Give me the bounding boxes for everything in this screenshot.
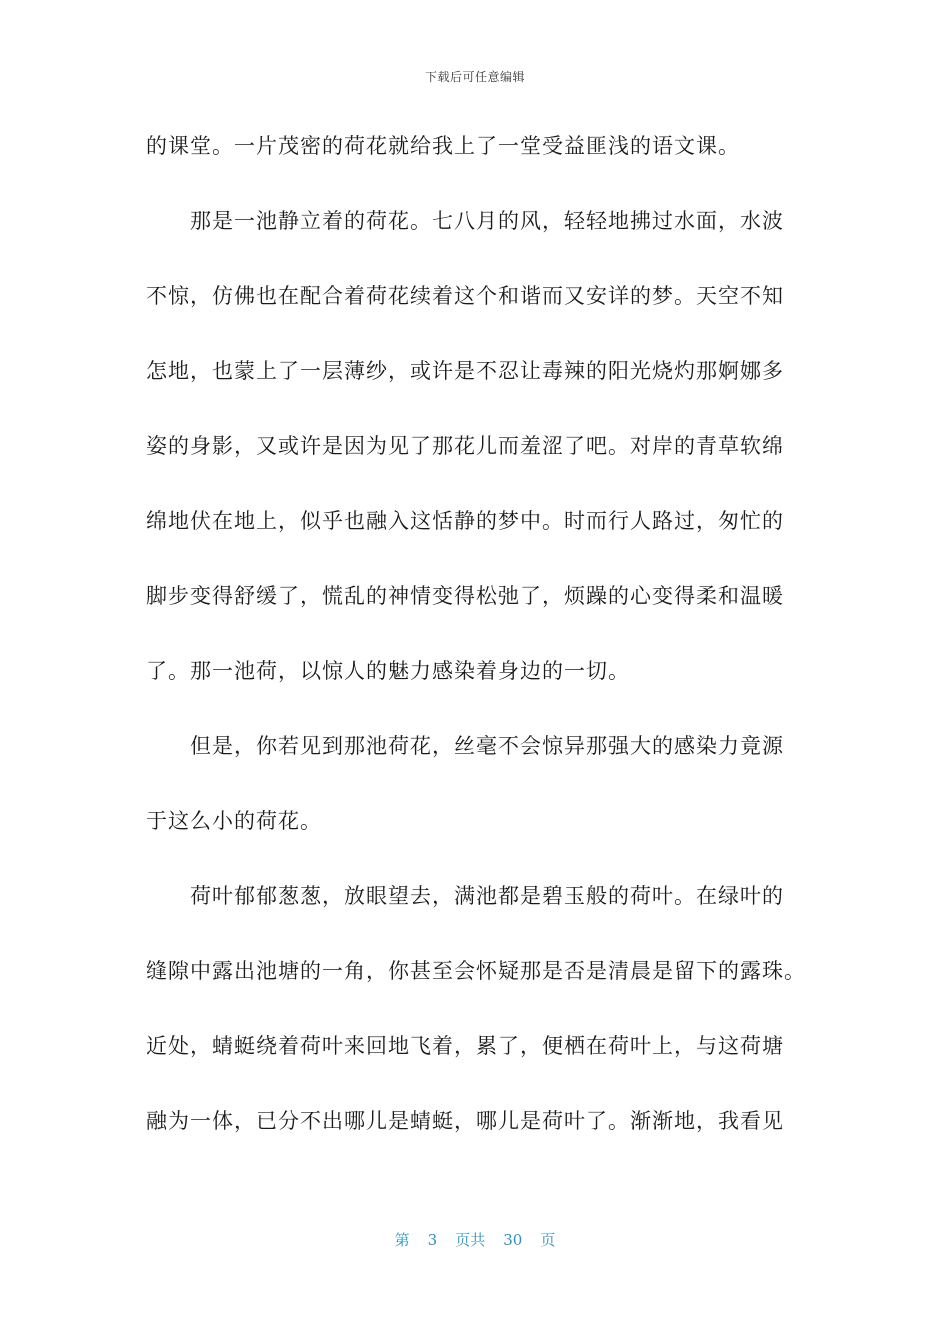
paragraph-line: 脚步变得舒缓了，慌乱的神情变得松弛了，烦躁的心变得柔和温暖	[146, 584, 784, 608]
paragraph-line: 融为一体，已分不出哪儿是蜻蜓，哪儿是荷叶了。渐渐地，我看见	[146, 1109, 784, 1133]
document-body	[146, 130, 816, 1180]
paragraph-line: 近处，蜻蜓绕着荷叶来回地飞着，累了，便栖在荷叶上，与这荷塘	[146, 1034, 784, 1058]
paragraph-line: 了。那一池荷，以惊人的魅力感染着身边的一切。	[146, 659, 630, 683]
total-pages-number: 30	[503, 1231, 523, 1249]
page-footer	[0, 1229, 950, 1250]
paragraph-line: 荷叶郁郁葱葱，放眼望去，满池都是碧玉般的荷叶。在绿叶的	[190, 884, 784, 908]
paragraph-line: 那是一池静立着的荷花。七八月的风，轻轻地拂过水面，水波	[190, 209, 784, 233]
paragraph-line: 但是，你若见到那池荷花，丝毫不会惊异那强大的感染力竟源	[190, 734, 784, 758]
footer-prefix: 第	[394, 1231, 410, 1249]
footer-suffix: 页	[540, 1231, 556, 1249]
paragraph-line: 的课堂。一片茂密的荷花就给我上了一堂受益匪浅的语文课。	[146, 134, 740, 158]
paragraph-line: 怎地，也蒙上了一层薄纱，或许是不忍让毒辣的阳光烧灼那婀娜多	[146, 359, 784, 383]
paragraph-line: 不惊，仿佛也在配合着荷花续着这个和谐而又安详的梦。天空不知	[146, 284, 784, 308]
paragraph-line: 于这么小的荷花。	[146, 809, 322, 833]
paragraph-line: 缝隙中露出池塘的一角，你甚至会怀疑那是否是清晨是留下的露珠。	[146, 959, 806, 983]
current-page-number: 3	[427, 1231, 438, 1249]
page-header: 下载后可任意编辑	[424, 70, 525, 84]
paragraph-line: 绵地伏在地上，似乎也融入这恬静的梦中。时而行人路过，匆忙的	[146, 509, 784, 533]
footer-middle: 页共	[455, 1231, 486, 1249]
paragraph-line: 姿的身影，又或许是因为见了那花儿而羞涩了吧。对岸的青草软绵	[146, 434, 784, 458]
